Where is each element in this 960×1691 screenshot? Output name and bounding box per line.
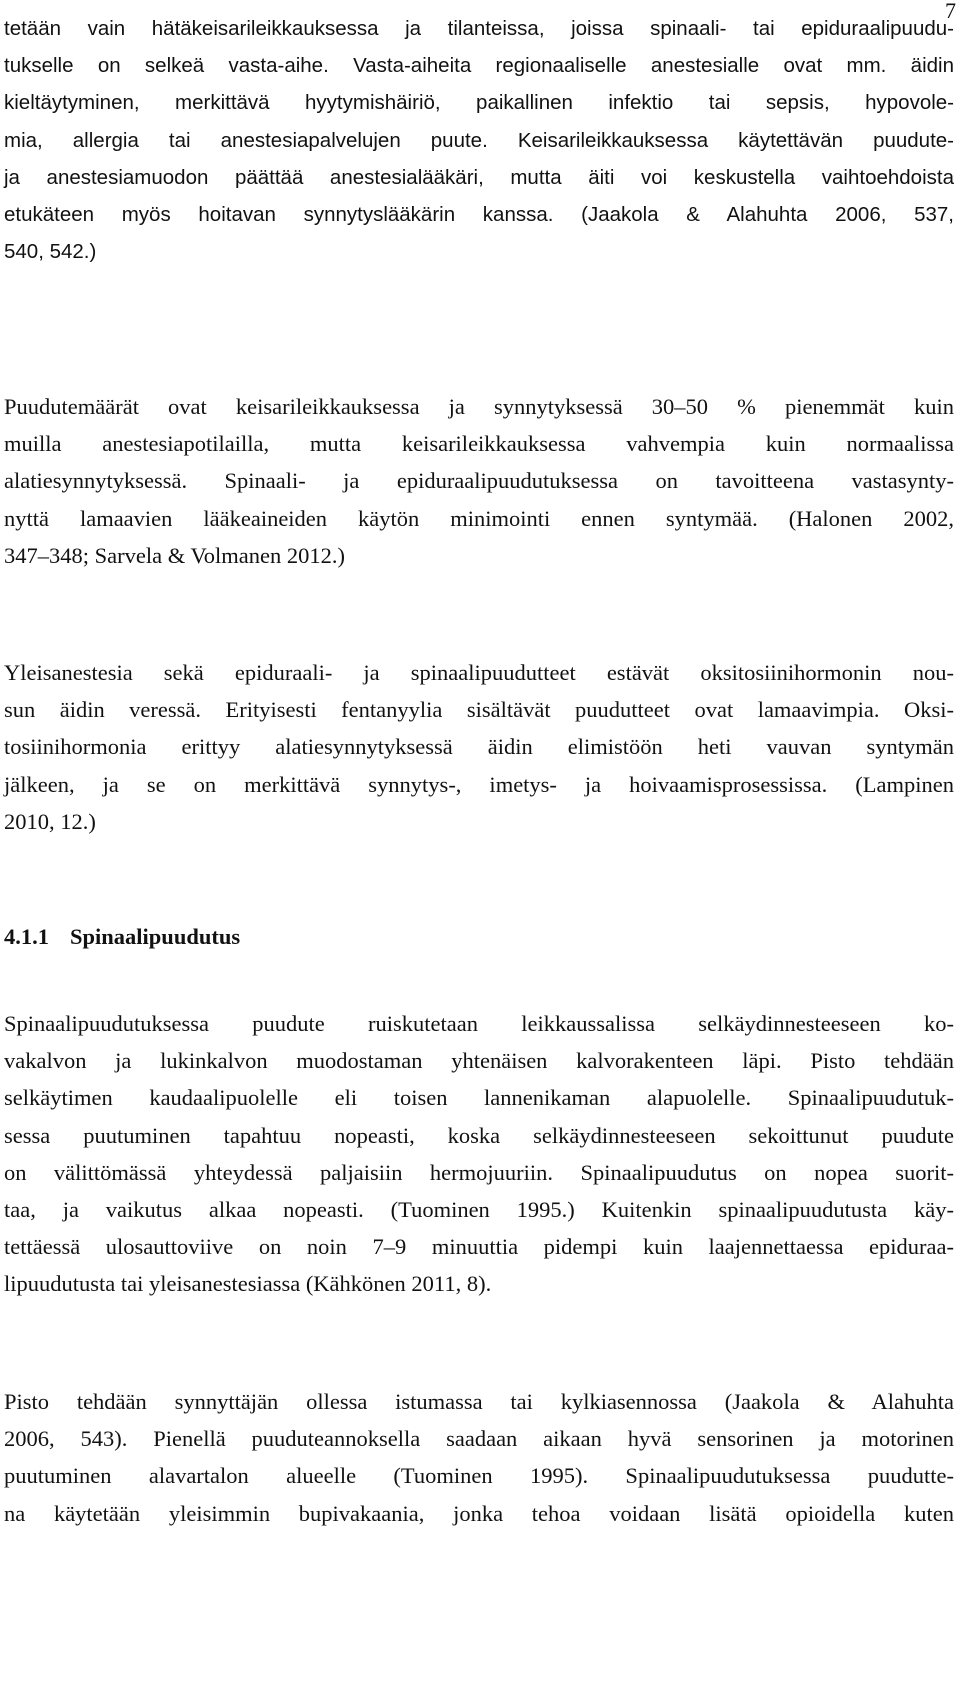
text-line: na käytetään yleisimmin bupivakaania, jonka tehoa voidaan lisätä opioidella kuten bbox=[4, 1500, 954, 1526]
text-line: tettäessä ulosauttoviive on noin 7–9 minuuttia pidempi kuin laajennettaessa epiduraa- bbox=[4, 1234, 954, 1260]
text-line: mia, allergia tai anestesiapalvelujen puute. Keisarileikkauksessa käytettävän puudute- bbox=[4, 128, 954, 152]
section-heading-number: 4.1.1 bbox=[4, 924, 49, 949]
text-line: kieltäytyminen, merkittävä hyytymishäiriö, paikallinen infektio tai sepsis, hypovole- bbox=[4, 91, 954, 115]
text-line: tetään vain hätäkeisarileikkauksessa ja tilanteissa, joissa spinaali- tai epiduraalipuudu- bbox=[4, 17, 954, 40]
text-line: sessa puutuminen tapahtuu nopeasti, koska selkäydinnesteeseen sekoittunut puudute bbox=[4, 1122, 954, 1148]
paragraph-5 bbox=[4, 1383, 954, 1532]
text-line: 347–348; Sarvela & Volmanen 2012.) bbox=[4, 542, 346, 568]
paragraph-2 bbox=[4, 388, 954, 574]
text-line: puutuminen alavartalon alueelle (Tuominen 1995). Spinaalipuudutuksessa puudutte- bbox=[4, 1463, 954, 1489]
section-heading bbox=[4, 918, 240, 955]
text-line: muilla anestesiapotilailla, mutta keisarileikkauksessa vahvempia kuin normaalissa bbox=[4, 431, 954, 457]
text-line: nyttä lamaavien lääkeaineiden käytön minimointi ennen syntymää. (Halonen 2002, bbox=[4, 505, 954, 531]
text-line: 2010, 12.) bbox=[4, 808, 96, 834]
page-number: 7 bbox=[945, 0, 956, 23]
text-line: Puudutemäärät ovat keisarileikkauksessa ja synnytyksessä 30–50 % pienemmät kuin bbox=[4, 394, 954, 419]
text-line: selkäytimen kaudaalipuolelle eli toisen lannenikaman alapuolelle. Spinaalipuudutuk- bbox=[4, 1085, 954, 1111]
text-line: 2006, 543). Pienellä puuduteannoksella saadaan aikaan hyvä sensorinen ja motorinen bbox=[4, 1426, 954, 1452]
text-line: ja anestesiamuodon päättää anestesialääkäri, mutta äiti voi keskustella vaihtoehdoista bbox=[4, 165, 954, 189]
text-line: sun äidin veressä. Erityisesti fentanyylia sisältävät puudutteet ovat lamaavimpia. Oksi- bbox=[4, 697, 954, 723]
text-line: on välittömässä yhteydessä paljaisiin hermojuuriin. Spinaalipuudutus on nopea suorit- bbox=[4, 1159, 954, 1185]
text-line: etukäteen myös hoitavan synnytyslääkärin kanssa. (Jaakola & Alahuhta 2006, 537, bbox=[4, 202, 954, 226]
text-line: Yleisanestesia sekä epiduraali- ja spinaalipuudutteet estävät oksitosiinihormonin nou- bbox=[4, 660, 954, 685]
text-line: jälkeen, ja se on merkittävä synnytys-, imetys- ja hoivaamisprosessissa. (Lampinen bbox=[4, 771, 954, 797]
paragraph-3 bbox=[4, 654, 954, 840]
section-heading-title: Spinaalipuudutus bbox=[70, 924, 241, 949]
text-line: tosiinihormonia erittyy alatiesynnytyksessä äidin elimistöön heti vauvan syntymän bbox=[4, 734, 954, 760]
paragraph-4 bbox=[4, 1005, 954, 1303]
paragraph-1 bbox=[4, 10, 954, 270]
text-line: vakalvon ja lukinkalvon muodostaman yhtenäisen kalvorakenteen läpi. Pisto tehdään bbox=[4, 1048, 954, 1074]
text-line: Pisto tehdään synnyttäjän ollessa istumassa tai kylkiasennossa (Jaakola & Alahuhta bbox=[4, 1389, 954, 1414]
text-line: lipuudutusta tai yleisanestesiassa (Kähkönen 2011, 8). bbox=[4, 1271, 492, 1297]
text-line: Spinaalipuudutuksessa puudute ruiskutetaan leikkaussalissa selkäydinnesteeseen ko- bbox=[4, 1011, 954, 1036]
text-line: taa, ja vaikutus alkaa nopeasti. (Tuominen 1995.) Kuitenkin spinaalipuudutusta käy- bbox=[4, 1196, 954, 1222]
text-line: 540, 542.) bbox=[4, 240, 97, 264]
text-line: alatiesynnytyksessä. Spinaali- ja epiduraalipuudutuksessa on tavoitteena vastasynty- bbox=[4, 468, 954, 494]
text-line: tukselle on selkeä vasta-aihe. Vasta-aiheita regionaaliselle anestesialle ovat mm. äidin bbox=[4, 54, 954, 78]
